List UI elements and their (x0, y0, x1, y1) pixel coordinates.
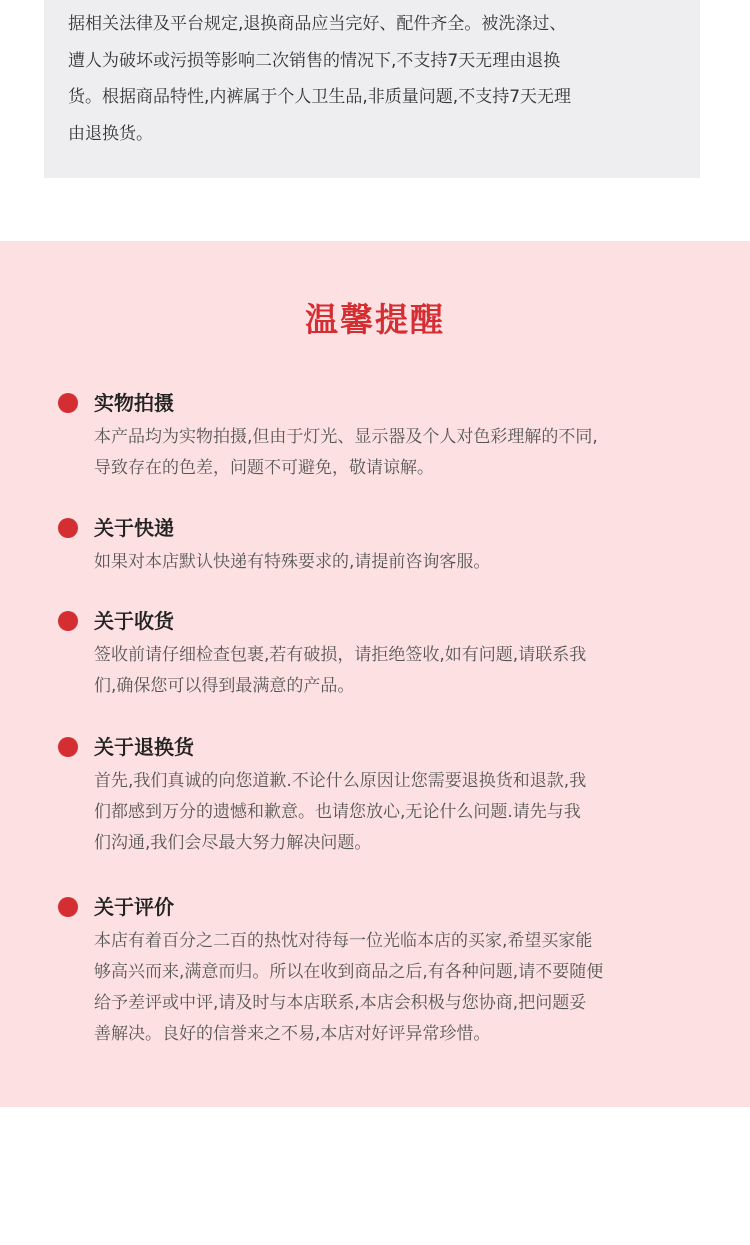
tip-line: 本产品均为实物拍摄,但由于灯光、显示器及个人对色彩理解的不同, (94, 427, 598, 447)
tip-line: 本店有着百分之二百的热忱对待每一位光临本店的买家,希望买家能 (94, 931, 593, 951)
section-title: 温馨提醒 (305, 300, 445, 339)
bullet-dot-icon (58, 393, 78, 413)
bullet-dot-icon (58, 897, 78, 917)
policy-line: 遭人为破坏或污损等影响二次销售的情况下,不支持7天无理由退换 (68, 50, 561, 71)
tip-heading: 关于快递 (94, 516, 174, 540)
tip-line: 善解决。良好的信誉来之不易,本店对好评异常珍惜。 (94, 1024, 491, 1044)
policy-line: 由退换货。 (68, 123, 153, 144)
bullet-dot-icon (58, 518, 78, 538)
tip-line: 给予差评或中评,请及时与本店联系,本店会积极与您协商,把问题妥 (94, 993, 587, 1013)
tip-line: 签收前请仔细检查包裹,若有破损，请拒绝签收,如有问题,请联系我 (94, 645, 587, 665)
tip-line: 如果对本店默认快递有特殊要求的,请提前咨询客服。 (94, 552, 491, 572)
bullet-dot-icon (58, 611, 78, 631)
tip-body (94, 422, 694, 484)
tip-heading: 关于评价 (94, 895, 174, 919)
tip-heading: 关于收货 (94, 609, 174, 633)
tip-line: 们,确保您可以得到最满意的产品。 (94, 676, 355, 696)
tip-body (94, 766, 694, 859)
tip-line: 首先,我们真诚的向您道歉.不论什么原因让您需要退换货和退款,我 (94, 771, 587, 791)
policy-line: 据相关法律及平台规定,退换商品应当完好、配件齐全。被洗涤过、 (68, 14, 567, 34)
tip-line: 导致存在的色差，问题不可避免，敬请谅解。 (94, 458, 434, 478)
return-policy-text (68, 6, 678, 152)
tip-body (94, 547, 694, 578)
bullet-dot-icon (58, 737, 78, 757)
policy-line: 货。根据商品特性,内裤属于个人卫生品,非质量问题,不支持7天无理 (68, 87, 572, 107)
tip-body (94, 640, 694, 702)
tip-line: 够高兴而来,满意而归。所以在收到商品之后,有各种问题,请不要随便 (94, 962, 604, 982)
tip-line: 们沟通,我们会尽最大努力解决问题。 (94, 833, 372, 853)
tip-body (94, 926, 694, 1050)
tip-heading: 关于退换货 (94, 735, 194, 759)
warm-tips-section (0, 241, 750, 1107)
tip-heading: 实物拍摄 (94, 391, 174, 415)
tip-line: 们都感到万分的遗憾和歉意。也请您放心,无论什么问题.请先与我 (94, 802, 581, 822)
return-policy-box (44, 0, 700, 178)
